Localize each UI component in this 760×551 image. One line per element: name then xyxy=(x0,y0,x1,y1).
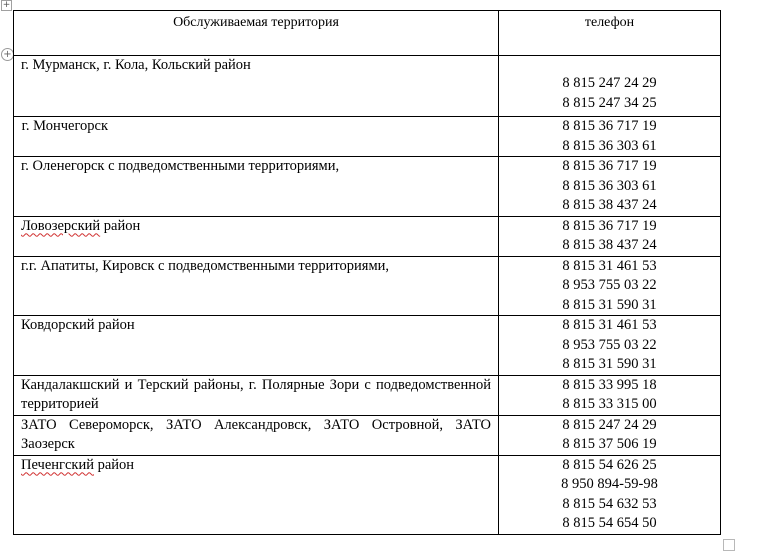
table-row xyxy=(14,157,721,217)
territory-cell xyxy=(14,216,499,256)
phones-cell xyxy=(499,256,721,316)
territory-text: г. Мончегорск xyxy=(21,118,109,134)
phone-number: 8 815 247 34 25 xyxy=(562,94,657,111)
phone-number: 8 815 33 315 00 xyxy=(562,396,657,412)
territory-cell xyxy=(14,316,499,376)
phone-number: 8 815 36 717 19 xyxy=(562,158,657,174)
phones-cell xyxy=(499,216,721,256)
phone-number: 8 815 31 590 31 xyxy=(562,356,657,372)
territory-cell xyxy=(14,256,499,316)
phones-cell xyxy=(499,415,721,455)
phone-number: 8 815 36 717 19 xyxy=(562,118,657,134)
table-row xyxy=(14,415,721,455)
phone-number: 8 815 36 717 19 xyxy=(562,217,657,234)
territory-cell xyxy=(14,56,499,117)
table-row xyxy=(14,316,721,376)
table-move-handle[interactable]: + xyxy=(2,0,11,10)
phone-number: 8 950 894-59-98 xyxy=(561,476,658,492)
territory-text: Ковдорский район xyxy=(21,317,135,333)
phones-cell xyxy=(499,56,721,117)
table-row xyxy=(14,117,721,157)
territory-text: Кандалакшский и Терский районы, г. Полярные Зори с подведомственной территорией xyxy=(21,376,491,412)
phone-number: 8 815 247 24 29 xyxy=(562,416,657,433)
territory-cell xyxy=(14,117,499,157)
territory-text: район xyxy=(100,217,141,234)
header-territory: Обслуживаемая территория xyxy=(14,11,499,56)
phones-cell xyxy=(499,117,721,157)
phone-number: 8 815 37 506 19 xyxy=(562,436,657,452)
phone-number: 8 815 36 303 61 xyxy=(562,177,657,194)
phone-number: 8 953 755 03 22 xyxy=(562,336,657,353)
phone-number: 8 815 31 461 53 xyxy=(562,257,657,274)
territory-text: г. Оленегорск с подведомственными территориями, xyxy=(21,158,340,174)
territory-cell xyxy=(14,375,499,415)
table-row xyxy=(14,455,721,534)
territory-cell xyxy=(14,455,499,534)
phone-number: 8 815 33 995 18 xyxy=(562,376,657,393)
phone-number: 8 815 38 437 24 xyxy=(562,237,657,253)
phone-number: 8 815 54 632 53 xyxy=(562,495,657,512)
territory-text: г. Мурманск, г. Кола, Кольский район xyxy=(21,57,251,73)
phones-cell xyxy=(499,316,721,376)
phone-number: 8 815 36 303 61 xyxy=(562,137,657,154)
phones-cell xyxy=(499,157,721,217)
header-phone: телефон xyxy=(499,11,721,56)
territory-phone-table xyxy=(13,10,721,535)
table-row xyxy=(14,375,721,415)
phones-cell xyxy=(499,375,721,415)
territory-text: ЗАТО Североморск, ЗАТО Александровск, ЗАТО Островной, ЗАТО Заозерск xyxy=(21,416,491,452)
spellcheck-flagged-word[interactable]: Ловозерский xyxy=(21,217,101,234)
phones-cell xyxy=(499,455,721,534)
insert-row-marker[interactable]: + xyxy=(1,48,14,61)
phone-number: 8 815 31 590 31 xyxy=(562,296,657,313)
phone-number: 8 953 755 03 22 xyxy=(562,277,657,293)
phone-number: 8 815 54 654 50 xyxy=(562,515,657,531)
territory-cell xyxy=(14,415,499,455)
table-row xyxy=(14,256,721,316)
spellcheck-flagged-word[interactable]: Печенгский xyxy=(21,456,94,473)
territory-cell xyxy=(14,157,499,217)
table-row xyxy=(14,216,721,256)
phone-number: 8 815 31 461 53 xyxy=(562,317,657,333)
table-header-row xyxy=(14,11,721,56)
territory-text: район xyxy=(93,456,135,473)
table-row xyxy=(14,56,721,117)
phone-number: 8 815 38 437 24 xyxy=(562,197,657,213)
table-resize-handle[interactable] xyxy=(723,539,735,551)
territory-text: г.г. Апатиты, Кировск с подведомственными территориями, xyxy=(21,257,390,274)
phone-number: 8 815 247 24 29 xyxy=(562,75,657,91)
phone-number: 8 815 54 626 25 xyxy=(562,456,657,473)
